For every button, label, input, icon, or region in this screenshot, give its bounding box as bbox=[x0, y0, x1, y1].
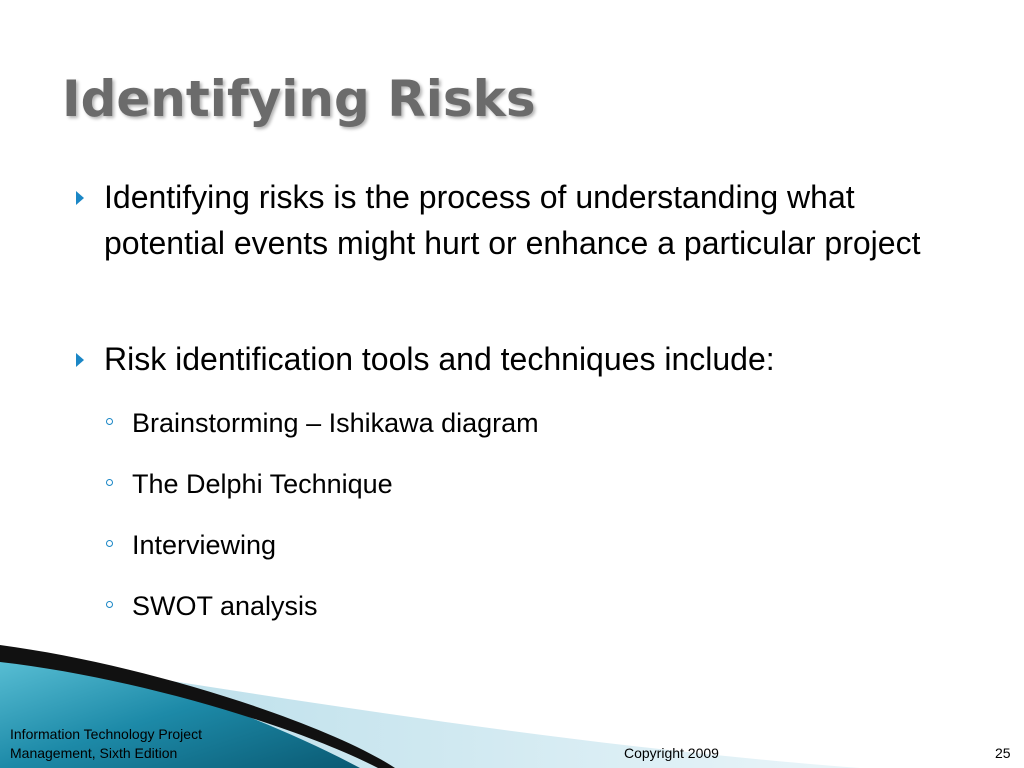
slide-title: Identifying Risks bbox=[62, 70, 536, 128]
sub-bullet-text: Brainstorming – Ishikawa diagram bbox=[132, 408, 539, 438]
sub-bullet-text: Interviewing bbox=[132, 530, 277, 560]
slide-number: 25 bbox=[995, 745, 1011, 761]
bullet-text: Identifying risks is the process of understanding what potential events might hurt or enhance a particular project bbox=[104, 179, 921, 261]
sub-bullet-text: The Delphi Technique bbox=[132, 469, 393, 499]
footer-book-title-line1: Information Technology Project bbox=[10, 726, 202, 742]
footer-book-title bbox=[10, 725, 202, 763]
sub-bullet-text: SWOT analysis bbox=[132, 591, 318, 621]
footer-book-title-line2: Management, Sixth Edition bbox=[10, 745, 178, 761]
footer-copyright: Copyright 2009 bbox=[624, 745, 719, 761]
bullet-text: Risk identification tools and techniques include: bbox=[104, 341, 775, 377]
